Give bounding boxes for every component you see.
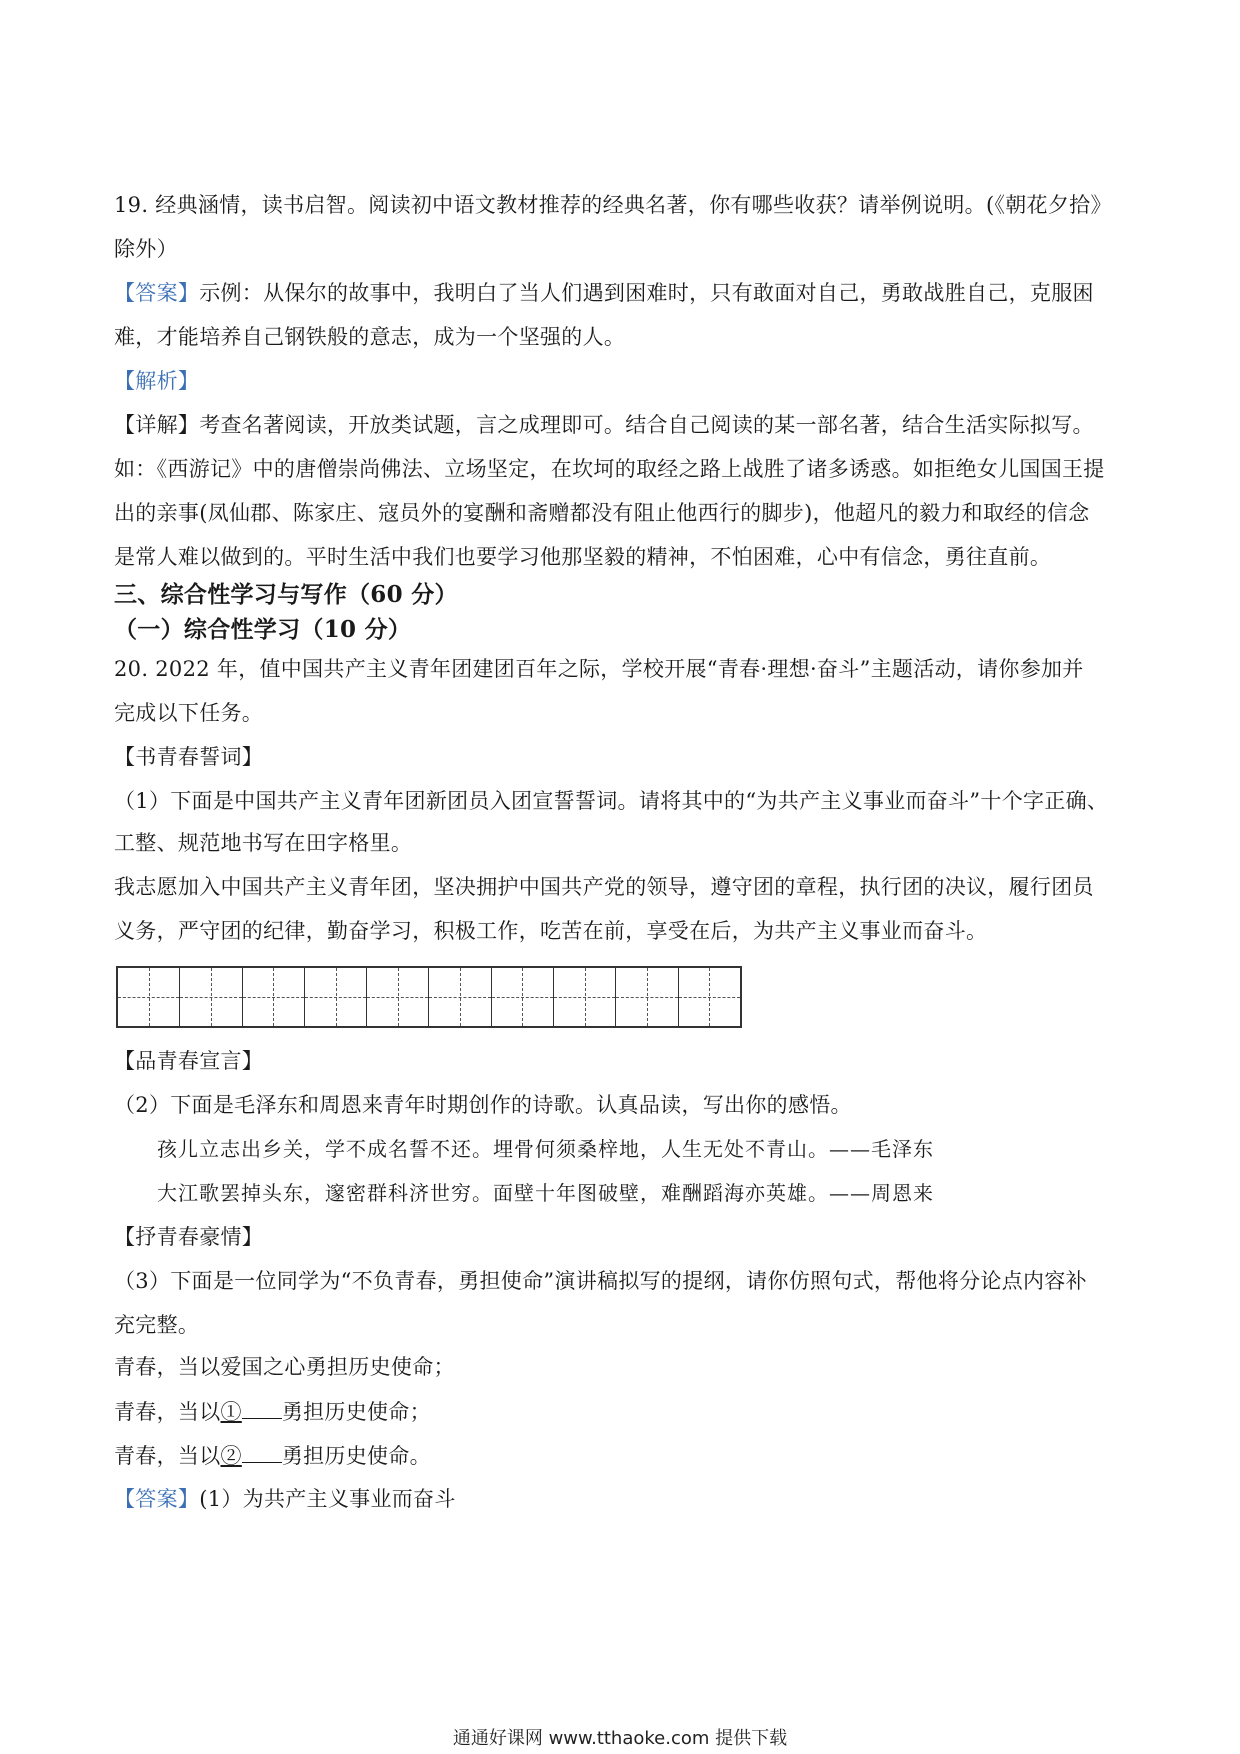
grid-cell[interactable] — [492, 968, 554, 1026]
analysis-tag: 【解析】 — [114, 369, 200, 393]
task3-line2: 充完整。 — [114, 1313, 200, 1337]
task1-line1: （1）下面是中国共产主义青年团新团员入团宣誓誓词。请将其中的“为共产主义事业而奋斗”十个字正确、 — [114, 789, 1109, 813]
q19-question-line2: 除外） — [114, 237, 178, 261]
q19-detail-line1 — [114, 410, 1094, 440]
outline-suffix: 勇担历史使命。 — [281, 1444, 431, 1468]
detail-tag: 【详解】 — [114, 413, 200, 437]
poem-zhou: 大江歌罢掉头东，邃密群科济世穷。面壁十年图破壁，难酬蹈海亦英雄。——周恩来 — [157, 1181, 934, 1205]
task3-title: 【抒青春豪情】 — [114, 1225, 264, 1249]
grid-cell[interactable] — [243, 968, 305, 1026]
fill-blank-2[interactable] — [242, 1440, 282, 1463]
grid-cell[interactable] — [180, 968, 242, 1026]
outline-suffix: 勇担历史使命； — [281, 1400, 431, 1424]
answer-tag: 【答案】 — [114, 281, 200, 305]
grid-cell[interactable] — [679, 968, 740, 1026]
answer-text: (1）为共产主义事业而奋斗 — [199, 1487, 456, 1511]
subsection-title: （一）综合性学习（10 分） — [114, 616, 412, 643]
detail-text: 考查名著阅读，开放类试题，言之成理即可。结合自己阅读的某一部名著，结合生活实际拟写。 — [199, 413, 1094, 437]
task2-title: 【品青春宣言】 — [114, 1049, 264, 1073]
answer-tag: 【答案】 — [114, 1487, 200, 1511]
q19-answer-line2: 难，才能培养自己钢铁般的意志，成为一个坚强的人。 — [114, 325, 626, 349]
q20-question-line1: 20. 2022 年，值中国共产主义青年团建团百年之际，学校开展“青春·理想·奋斗”主题活动，请你参加并 — [114, 657, 1084, 681]
blank-marker-1: ① — [220, 1400, 242, 1424]
outline-prefix: 青春，当以 — [114, 1444, 221, 1468]
task3-line1: （3）下面是一位同学为“不负青春，勇担使命”演讲稿拟写的提纲，请你仿照句式，帮他将分论点内容补 — [114, 1269, 1087, 1293]
task2-line1: （2）下面是毛泽东和周恩来青年时期创作的诗歌。认真品读，写出你的感悟。 — [114, 1093, 852, 1117]
fill-blank-1[interactable] — [242, 1396, 282, 1419]
task1-line2: 工整、规范地书写在田字格里。 — [114, 831, 413, 855]
oath-line1: 我志愿加入中国共产主义青年团，坚决拥护中国共产党的领导，遵守团的章程，执行团的决议，履行团员 — [114, 875, 1094, 899]
grid-cell[interactable] — [616, 968, 678, 1026]
outline-point3 — [114, 1440, 431, 1471]
q19-detail-line2: 如：《西游记》中的唐僧崇尚佛法、立场坚定，在坎坷的取经之路上战胜了诸多诱惑。如拒绝女儿国国王提 — [114, 457, 1105, 481]
poem-mao: 孩儿立志出乡关，学不成名誓不还。埋骨何须桑梓地，人生无处不青山。——毛泽东 — [157, 1137, 934, 1161]
answer-text: 示例：从保尔的故事中，我明白了当人们遇到困难时，只有敢面对自己，勇敢战胜自己，克服困 — [199, 281, 1094, 305]
grid-cell[interactable] — [554, 968, 616, 1026]
outline-point2 — [114, 1396, 431, 1427]
grid-cell[interactable] — [367, 968, 429, 1026]
q19-answer-line1 — [114, 278, 1094, 308]
oath-line2: 义务，严守团的纪律，勤奋学习，积极工作，吃苦在前，享受在后，为共产主义事业而奋斗。 — [114, 919, 988, 943]
grid-cell[interactable] — [429, 968, 491, 1026]
page-footer: 通通好课网 www.tthaoke.com 提供下载 — [452, 1728, 788, 1749]
section-title: 三、综合性学习与写作（60 分） — [114, 581, 458, 608]
q19-detail-line4: 是常人难以做到的。平时生活中我们也要学习他那坚毅的精神，不怕困难，心中有信念，勇往直前。 — [114, 545, 1052, 569]
outline-prefix: 青春，当以 — [114, 1400, 221, 1424]
q19-detail-line3: 出的亲事(凤仙郡、陈家庄、寇员外的宴酬和斋赠都没有阻止他西行的脚步)，他超凡的毅力和取经的信念 — [114, 501, 1090, 525]
task1-title: 【书青春誓词】 — [114, 745, 264, 769]
q19-question-line1: 19. 经典涵情，读书启智。阅读初中语文教材推荐的经典名著，你有哪些收获？请举例说明。(《朝花夕拾》 — [114, 193, 1112, 217]
blank-marker-2: ② — [220, 1444, 242, 1468]
grid-cell[interactable] — [305, 968, 367, 1026]
grid-cell[interactable] — [118, 968, 180, 1026]
outline-point1: 青春，当以爱国之心勇担历史使命； — [114, 1355, 455, 1379]
q20-question-line2: 完成以下任务。 — [114, 701, 264, 725]
tianzige-grid[interactable] — [116, 966, 742, 1028]
q20-answer-line — [114, 1484, 456, 1514]
